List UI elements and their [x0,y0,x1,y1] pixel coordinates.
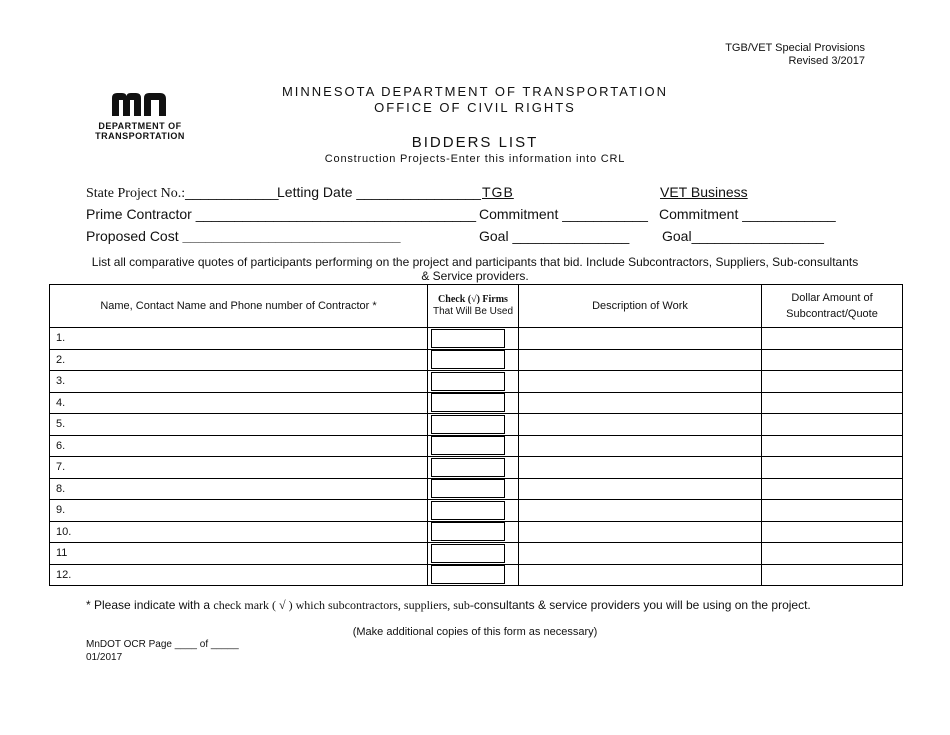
page-subtitle: Construction Projects-Enter this information into CRL [324,153,626,165]
bidders-table [49,284,903,586]
contractor-cell[interactable] [50,371,428,393]
logo-line1: DEPARTMENT OF [98,121,182,131]
description-cell[interactable] [519,414,762,436]
col-check-line2: That Will Be Used [432,306,514,317]
state-project-field[interactable] [86,184,279,202]
row-number: 12. [56,568,72,581]
table-row [50,564,903,586]
check-cell [428,521,519,543]
check-box[interactable] [431,522,505,541]
check-cell [428,564,519,586]
contractor-cell[interactable] [50,435,428,457]
table-row [50,328,903,350]
check-box[interactable] [431,565,505,584]
table-row [50,500,903,522]
check-cell [428,349,519,371]
contractor-cell[interactable] [50,349,428,371]
row-number: 3. [56,375,66,388]
row-number: 10. [56,525,72,538]
check-box[interactable] [431,501,505,520]
description-cell[interactable] [519,392,762,414]
col-check-line1: Check (√) Firms [438,294,508,305]
footnote-part-a: * Please indicate with a [86,598,214,612]
footer-date: 01/2017 [86,652,123,663]
amount-cell[interactable] [762,328,903,350]
state-project-blank: ____________ [185,184,279,200]
check-box[interactable] [431,436,505,455]
table-row [50,392,903,414]
amount-cell[interactable] [762,371,903,393]
check-cell [428,371,519,393]
description-cell[interactable] [519,435,762,457]
copies-note: (Make additional copies of this form as necessary) [352,626,598,638]
check-box[interactable] [431,393,505,412]
description-cell[interactable] [519,521,762,543]
row-number: 11 [56,547,68,560]
vet-commitment-field[interactable]: Commitment ____________ [659,206,836,222]
letting-date-field[interactable]: Letting Date ________________ [277,184,481,200]
col-description: Description of Work [519,285,762,328]
check-cell [428,435,519,457]
description-cell[interactable] [519,478,762,500]
amount-cell[interactable] [762,521,903,543]
proposed-cost-field[interactable] [86,228,401,244]
table-row [50,435,903,457]
row-number: 4. [56,396,66,409]
col-amount [762,285,903,328]
amount-cell[interactable] [762,500,903,522]
table-row [50,543,903,565]
table-row [50,414,903,436]
description-cell[interactable] [519,564,762,586]
tgb-goal-field[interactable]: Goal _______________ [479,228,630,244]
table-row [50,349,903,371]
amount-cell[interactable] [762,478,903,500]
proposed-cost-label: Proposed Cost [86,228,183,244]
description-cell[interactable] [519,543,762,565]
footnote-part-b: check mark ( √ ) which subcontractors, suppliers, sub- [213,598,474,612]
tgb-label: TGB [482,184,514,200]
amount-cell[interactable] [762,392,903,414]
vet-label: VET Business [660,184,748,200]
description-cell[interactable] [519,349,762,371]
col-contractor: Name, Contact Name and Phone number of Contractor * [50,285,428,328]
row-number: 2. [56,353,66,366]
contractor-cell[interactable] [50,543,428,565]
check-cell [428,478,519,500]
amount-cell[interactable] [762,349,903,371]
logo-line2: TRANSPORTATION [95,131,185,141]
contractor-cell[interactable] [50,564,428,586]
row-number: 7. [56,461,66,474]
instructions: List all comparative quotes of participants performing on the project and participants that bid. Include Subcontractors, Suppliers, Sub-consultants & Service providers. [91,255,859,283]
amount-cell[interactable] [762,457,903,479]
contractor-cell[interactable] [50,500,428,522]
check-cell [428,457,519,479]
col-check [428,285,519,328]
footer-page: MnDOT OCR Page ____ of _____ [86,639,239,650]
check-box[interactable] [431,350,505,369]
doc-revision [725,42,865,68]
col-amount-line1: Dollar Amount of [791,292,873,304]
row-number: 6. [56,439,66,452]
footnote-part-c: consultants & service providers you will be using on the project. [473,598,811,612]
revision-title: TGB/VET Special Provisions [725,42,865,54]
office-name: OFFICE OF CIVIL RIGHTS [374,100,576,115]
prime-contractor-field[interactable]: Prime Contractor ____________________________________ [86,206,476,222]
state-project-label: State Project No.: [86,186,186,201]
check-cell [428,414,519,436]
footer [86,638,239,664]
contractor-cell[interactable] [50,328,428,350]
contractor-cell[interactable] [50,414,428,436]
row-number: 1. [56,332,66,345]
amount-cell[interactable] [762,564,903,586]
table-row [50,371,903,393]
description-cell[interactable] [519,328,762,350]
contractor-cell[interactable] [50,457,428,479]
table-row [50,521,903,543]
table-header [50,285,903,328]
description-cell[interactable] [519,371,762,393]
revision-date: Revised 3/2017 [788,55,865,67]
row-number: 8. [56,482,66,495]
row-number: 5. [56,418,66,431]
check-box[interactable] [431,544,505,563]
tgb-commitment-field[interactable]: Commitment ___________ [479,206,648,222]
col-amount-line2: Subcontract/Quote [786,308,878,320]
row-number: 9. [56,504,66,517]
check-cell [428,392,519,414]
amount-cell[interactable] [762,414,903,436]
description-cell[interactable] [519,457,762,479]
check-box[interactable] [431,415,505,434]
table-row [50,457,903,479]
footnote [86,598,811,613]
contractor-cell[interactable] [50,478,428,500]
contractor-cell[interactable] [50,392,428,414]
dept-name: MINNESOTA DEPARTMENT OF TRANSPORTATION [281,84,669,99]
page-title: BIDDERS LIST [411,134,539,151]
amount-cell[interactable] [762,435,903,457]
check-box[interactable] [431,458,505,477]
vet-goal-field[interactable]: Goal_________________ [662,228,824,244]
check-cell [428,328,519,350]
check-box[interactable] [431,329,505,348]
check-box[interactable] [431,479,505,498]
proposed-cost-blank: ____________________________ [182,228,401,244]
check-box[interactable] [431,372,505,391]
check-cell [428,543,519,565]
amount-cell[interactable] [762,543,903,565]
table-row [50,478,903,500]
description-cell[interactable] [519,500,762,522]
contractor-cell[interactable] [50,521,428,543]
check-cell [428,500,519,522]
